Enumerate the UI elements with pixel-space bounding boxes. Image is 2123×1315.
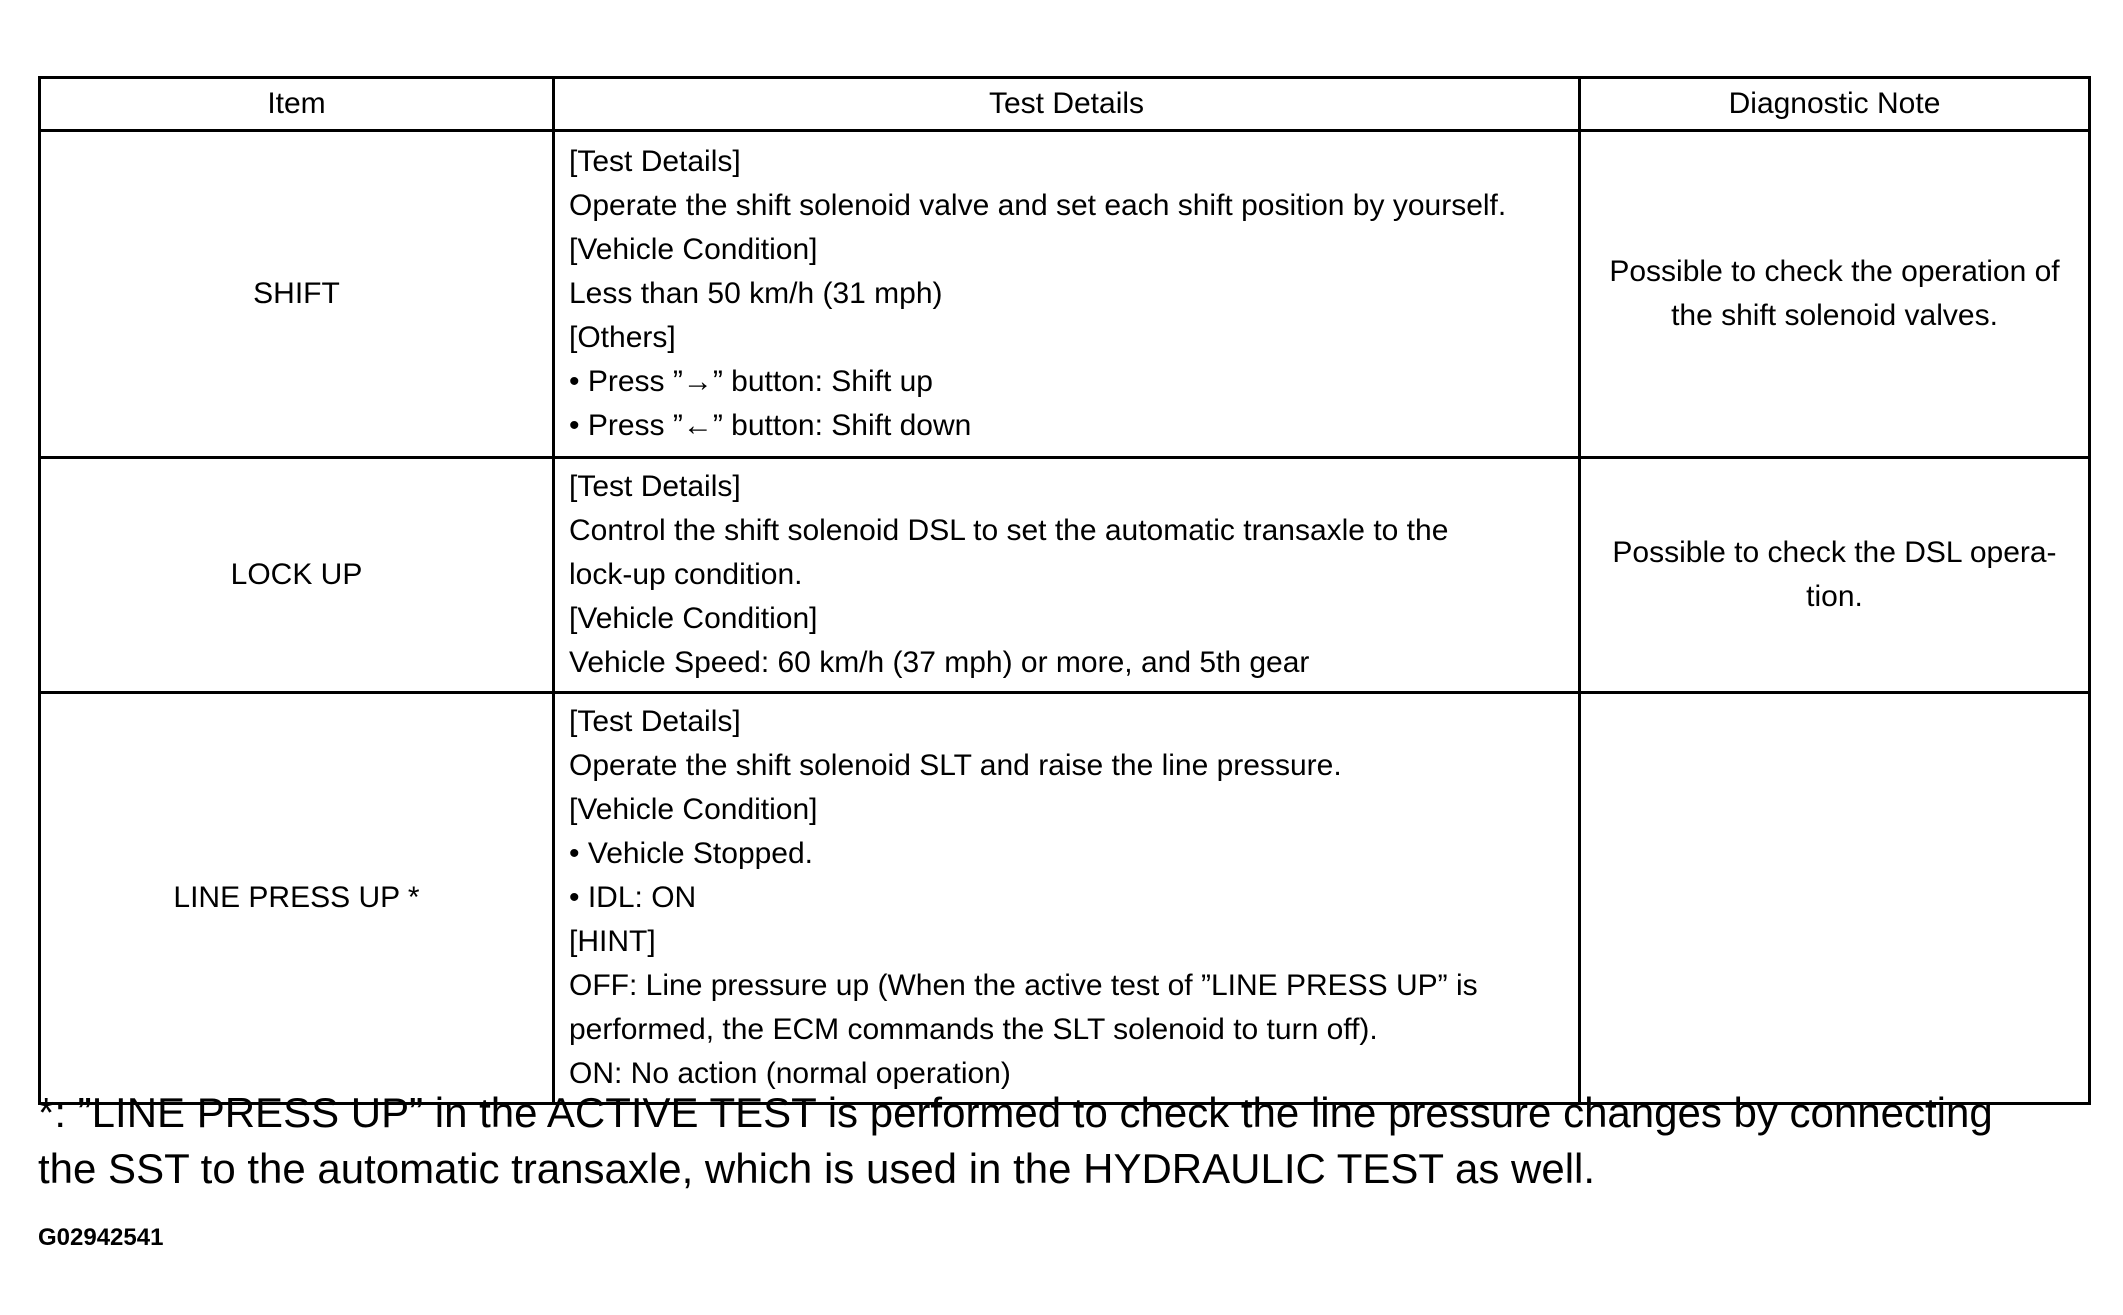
test-detail-line: [Vehicle Condition]	[569, 793, 818, 826]
test-detail-line: performed, the ECM commands the SLT solenoid to turn off).	[569, 1013, 1378, 1046]
header-test-details: Test Details	[554, 78, 1580, 131]
footnote	[38, 1085, 2118, 1197]
footnote-line: the SST to the automatic transaxle, which is used in the HYDRAULIC TEST as well.	[38, 1145, 1596, 1192]
diagnostic-note-line: the shift solenoid valves.	[1671, 299, 1998, 332]
figure-id: G02942541	[38, 1224, 164, 1251]
diagnostic-note-cell	[1580, 131, 2090, 458]
diagnostic-note-line: Possible to check the DSL opera-	[1612, 536, 2057, 569]
test-detail-line: [Test Details]	[569, 145, 741, 178]
test-detail-line: [Test Details]	[569, 705, 741, 738]
test-detail-line: • Vehicle Stopped.	[569, 837, 814, 870]
test-detail-line: • Press ”→” button: Shift up	[569, 365, 933, 398]
test-detail-line: Operate the shift solenoid valve and set each shift position by yourself.	[569, 189, 1507, 222]
test-detail-line: Less than 50 km/h (31 mph)	[569, 277, 943, 310]
table-row-shift	[40, 131, 2090, 458]
test-detail-line: OFF: Line pressure up (When the active test of ”LINE PRESS UP” is	[569, 969, 1478, 1002]
test-detail-line: Operate the shift solenoid SLT and raise the line pressure.	[569, 749, 1342, 782]
footnote-line: *: ”LINE PRESS UP” in the ACTIVE TEST is performed to check the line pressure changes by connecting	[38, 1089, 1993, 1136]
active-test-table	[38, 76, 2091, 1105]
header-diagnostic-note: Diagnostic Note	[1580, 78, 2090, 131]
test-detail-line: ON: No action (normal operation)	[569, 1057, 1011, 1090]
test-detail-line: Vehicle Speed: 60 km/h (37 mph) or more, and 5th gear	[569, 646, 1310, 679]
item-cell: SHIFT	[40, 131, 554, 458]
diagnostic-note-line: Possible to check the operation of	[1609, 255, 2060, 288]
table-row-lock-up	[40, 458, 2090, 693]
test-detail-line: [Others]	[569, 321, 676, 354]
item-cell: LOCK UP	[40, 458, 554, 693]
diagnostic-note-line: tion.	[1806, 580, 1863, 613]
test-details-cell	[554, 693, 1580, 1104]
test-detail-line: [Test Details]	[569, 470, 741, 503]
diagnostic-note-cell	[1580, 458, 2090, 693]
table-header-row	[40, 78, 2090, 131]
test-detail-line: [Vehicle Condition]	[569, 233, 818, 266]
item-cell: LINE PRESS UP *	[40, 693, 554, 1104]
test-detail-line: [HINT]	[569, 925, 656, 958]
test-details-cell	[554, 458, 1580, 693]
test-detail-line: lock-up condition.	[569, 558, 803, 591]
header-item: Item	[40, 78, 554, 131]
test-detail-line: [Vehicle Condition]	[569, 602, 818, 635]
table-row-line-press-up	[40, 693, 2090, 1104]
test-details-cell	[554, 131, 1580, 458]
test-detail-line: • Press ”←” button: Shift down	[569, 409, 972, 442]
test-detail-line: • IDL: ON	[569, 881, 697, 914]
test-detail-line: Control the shift solenoid DSL to set the automatic transaxle to the	[569, 514, 1449, 547]
diagnostic-note-cell-empty	[1580, 693, 2090, 1104]
